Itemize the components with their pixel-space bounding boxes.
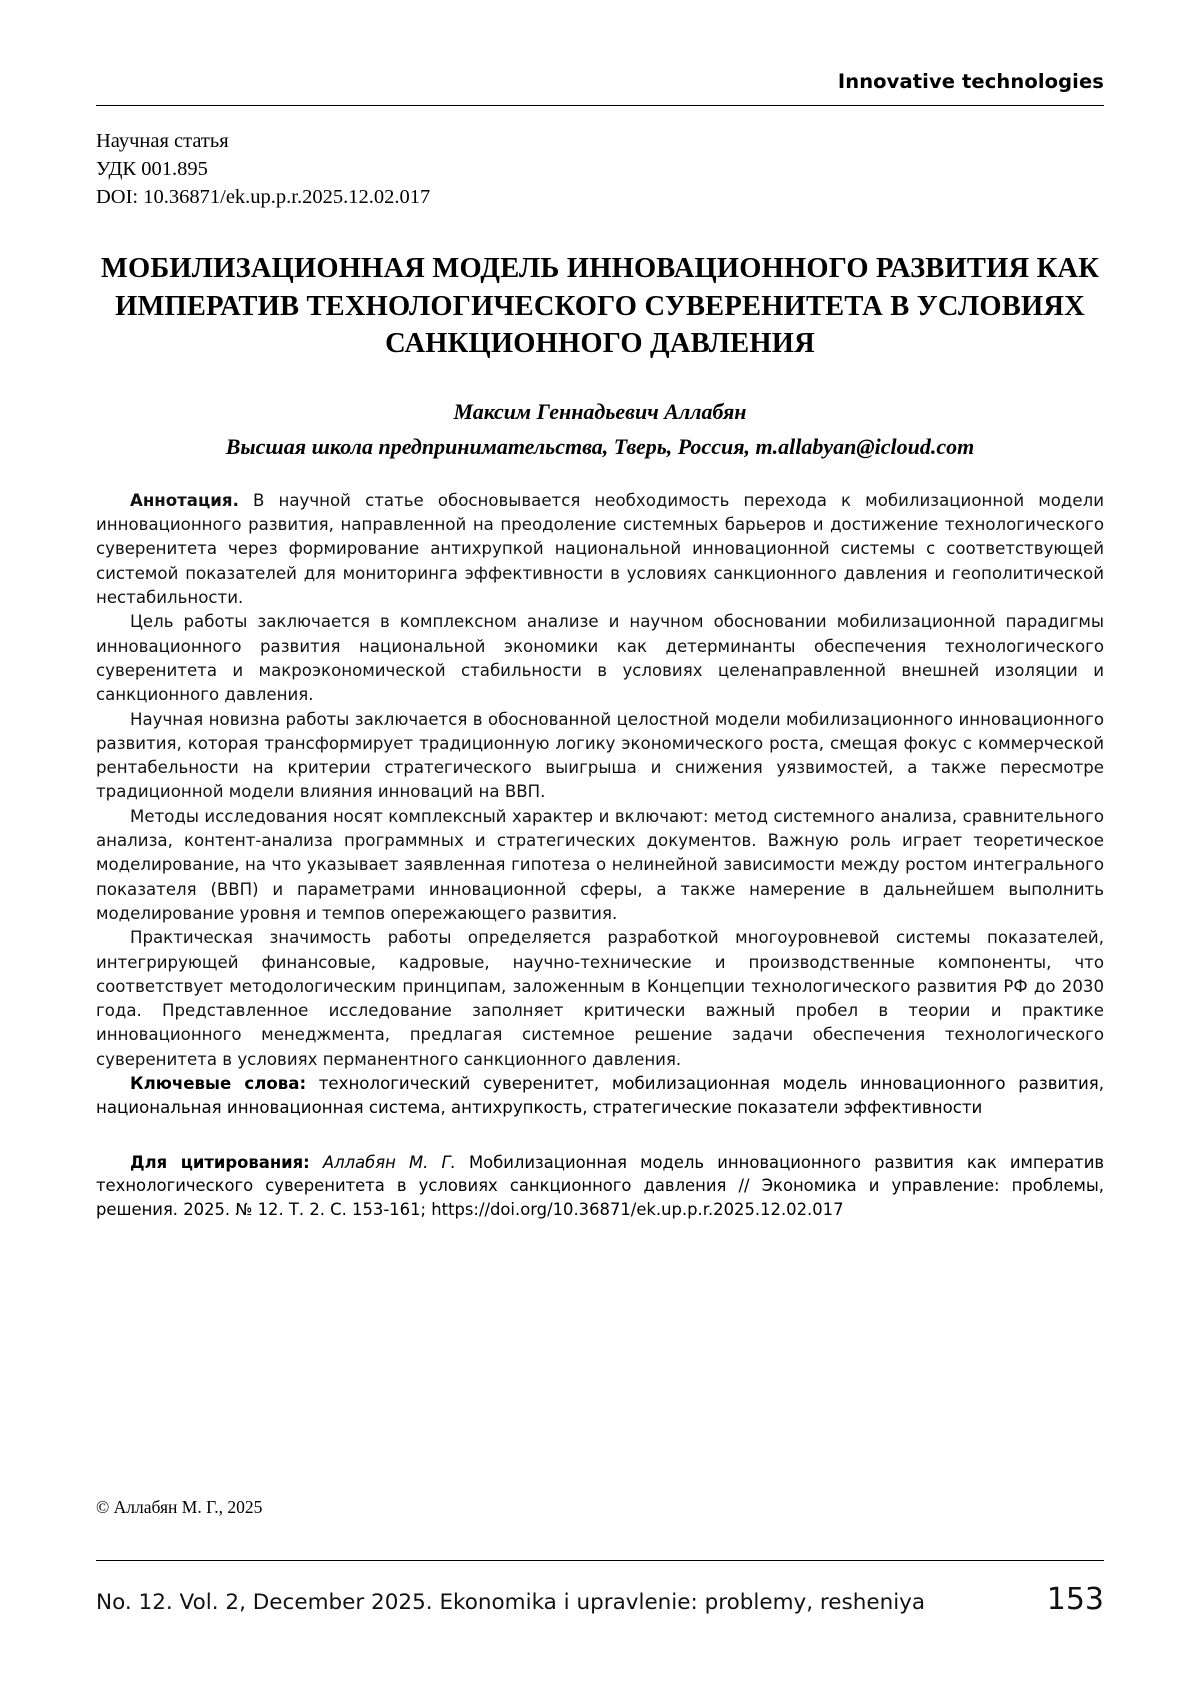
abstract-paragraph-2: Цель работы заключается в комплексном анализе и научном обосновании мобилизационной парадигмы инновационного развития национальной экономики как детерминанты обеспечения технологического суверенитета и макроэкономической стабильности в условиях целенаправленной внешней изоляции и санкционного давления. bbox=[96, 612, 1104, 705]
footer-divider bbox=[96, 1560, 1104, 1561]
running-head: Innovative technologies bbox=[837, 70, 1104, 93]
article-meta bbox=[96, 128, 1104, 212]
page-number: 153 bbox=[1046, 1582, 1104, 1617]
page-title: МОБИЛИЗАЦИОННАЯ МОДЕЛЬ ИННОВАЦИОННОГО РАЗВИТИЯ КАК ИМПЕРАТИВ ТЕХНОЛОГИЧЕСКОГО СУВЕРЕНИТЕТА В УСЛОВИЯХ САНКЦИОННОГО ДАВЛЕНИЯ bbox=[100, 252, 1100, 360]
footer-journal-info: No. 12. Vol. 2, December 2025. Ekonomika i upravlenie: problemy, resheniya bbox=[96, 1590, 926, 1615]
abstract-paragraph-3: Научная новизна работы заключается в обоснованной целостной модели мобилизационного инновационного развития, которая трансформирует традиционную логику экономического роста, смещая фокус с коммерческой рентабельности на критерии стратегического выигрыша и снижения уязвимостей, а также пересмотре традиционной модели влияния инноваций на ВВП. bbox=[96, 709, 1104, 802]
abstract-label: Аннотация. bbox=[130, 490, 239, 510]
citation-section bbox=[96, 1151, 1104, 1222]
keywords-label: Ключевые слова: bbox=[130, 1074, 307, 1094]
header-divider bbox=[96, 105, 1104, 106]
citation-label: Для цитирования: bbox=[130, 1152, 310, 1172]
citation-author: Аллабян М. Г. bbox=[309, 1152, 456, 1172]
author-affiliation: Высшая школа предпринимательства, Тверь, Россия, m.allabyan@icloud.com bbox=[225, 434, 975, 460]
abstract-paragraph-1 bbox=[96, 489, 1104, 610]
udk-code: УДК 001.895 bbox=[96, 157, 208, 180]
page-footer bbox=[96, 1582, 1104, 1617]
abstract-text-1: В научной статье обосновывается необходимость перехода к мобилизационной модели инновационного развития, направленной на преодоление системных барьеров и достижение технологического суверенитета через формирование антихрупкой национальной инновационной системы с соответствующей системой показателей для мониторинга эффективности в условиях санкционного давления и геополитической нестабильности. bbox=[96, 490, 1104, 608]
abstract-paragraph-5: Практическая значимость работы определяется разработкой многоуровневой системы показателей, интегрирующей финансовые, кадровые, научно-технические и производственные компоненты, что соответствует методологическим принципам, заложенным в Концепции технологического развития РФ до 2030 года. Представленное исследование заполняет критически важный пробел в теории и практике инновационного менеджмента, предлагая системное решение задачи обеспечения технологического суверенитета в условиях перманентного санкционного давления. bbox=[96, 928, 1104, 1069]
keywords-text: технологический суверенитет, мобилизационная модель инновационного развития, национальная инновационная система, антихрупкость, стратегические показатели эффективности bbox=[96, 1074, 1104, 1118]
copyright-notice: © Аллабян М. Г., 2025 bbox=[96, 1497, 263, 1517]
abstract-paragraph-4: Методы исследования носят комплексный характер и включают: метод системного анализа, сравнительного анализа, контент-анализа программных и стратегических документов. Важную роль играет теоретическое моделирование, на что указывает заявленная гипотеза о нелинейной зависимости между ростом интегрального показателя (ВВП) и параметрами инновационной сферы, а также намерение в дальнейшем выполнить моделирование уровня и темпов опережающего развития. bbox=[96, 806, 1104, 923]
keywords-section bbox=[96, 1072, 1104, 1121]
abstract-section bbox=[96, 489, 1104, 1072]
author-name: Максим Геннадьевич Аллабян bbox=[453, 399, 747, 425]
doi-code: DOI: 10.36871/ek.up.p.r.2025.12.02.017 bbox=[96, 185, 431, 208]
citation-text: Мобилизационная модель инновационного развития как императив технологического суверенитета в условиях санкционного давления // Экономика и управление: проблемы, решения. 2025. № 12. Т. 2. С. 153-161; https://doi.org/10.36871/ek.up.p.r.2025.12.02.017 bbox=[96, 1152, 1105, 1220]
page-content bbox=[96, 70, 1104, 1222]
article-type: Научная статья bbox=[96, 130, 229, 152]
